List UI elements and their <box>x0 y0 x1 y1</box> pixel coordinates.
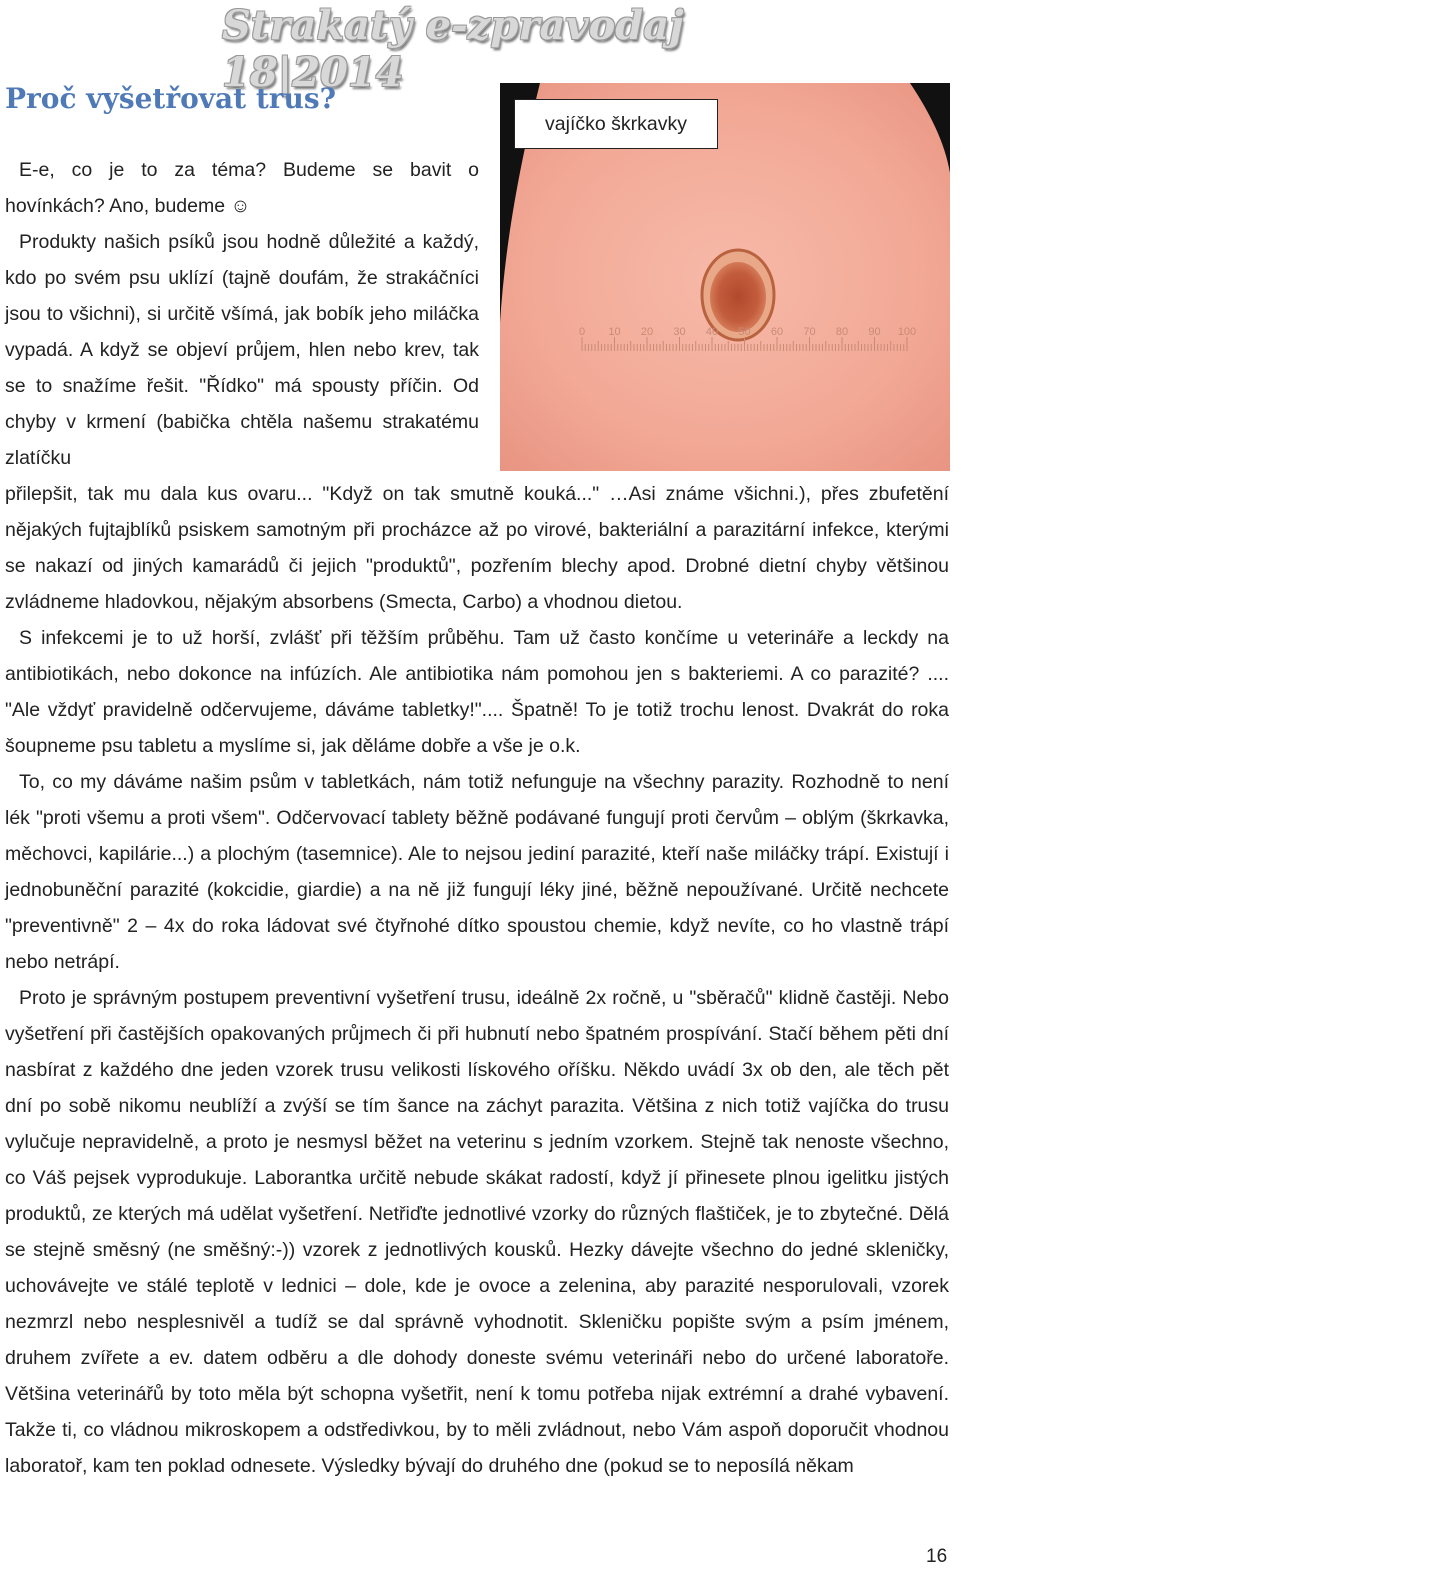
figure-caption: vajíčko škrkavky <box>514 99 718 149</box>
scale-label: 70 <box>803 326 816 338</box>
scale-label: 40 <box>705 326 719 338</box>
scale-label: 60 <box>770 326 784 338</box>
intro-paragraph: E-e, co je to za téma? Budeme se bavit o hovínkách? Ano, budeme ☺ <box>5 159 479 217</box>
egg-core <box>710 262 766 332</box>
scale-label: 10 <box>608 326 621 338</box>
scale-label: 90 <box>868 326 881 338</box>
paragraph-1-start: Produkty našich psíků jsou hodně důležité a každý, kdo po svém psu uklízí (tajně doufám, že strakáčníci jsou to všichni), si určitě všímá, jak bobík jeho miláčka vypadá. A když se objeví průjem, hlen nebo krev, tak se to snažíme řešit. "Řídko" má spousty příčin. Od chyby v krmení (babička chtěla našemu strakatému zlatíčku <box>5 231 479 469</box>
scale-label: 80 <box>835 326 849 338</box>
masthead: Strakatý e-zpravodaj 18|2014 <box>222 2 684 96</box>
scale-label: 30 <box>673 326 686 338</box>
scale-label: 50 <box>738 326 751 338</box>
paragraph-1-end: přilepšit, tak mu dala kus ovaru... "Když on tak smutně kouká..." …Asi známe všichni.), přes zbufetění nějakých fujtajblíků psiskem samotným při procházce až po virové, bakteriální a parazitární infekce, kterými se nakazí od jiných kamarádů či jejich "produktů", pozřením blechy apod. Drobné dietní chyby většinou zvládneme hladovkou, nějakým absorbens (Smecta, Carbo) a vhodnou dietou. <box>5 483 949 613</box>
scale-label: 0 <box>578 326 586 338</box>
vignette-right <box>910 83 950 173</box>
photo-credit: LeaWill <box>1413 535 1439 544</box>
article-title: Proč vyšetřovat trus? <box>5 82 337 115</box>
paragraph-4: Proto je správným postupem preventivní vyšetření trusu, ideálně 2x ročně, u "sběračů" klidně častěji. Nebo vyšetření při častějších opakovaných průjmech či při hubnutí nebo špatném prospívání. Stačí během pěti dní nasbírat z každého dne jeden vzorek trusu velikosti lískového oříšku. Někdo uvádí 3x ob den, ale těch pět dní po sobě nikomu neublíží a zvýší se tím šance na záchyt parazita. Většina z nich totiž vajíčka do trusu vylučuje nepravidelně, a proto je nesmysl běžet na veterinu s jedním vzorkem. Stejně tak nenoste všechno, co Váš pejsek vyprodukuje. Laborantka určitě nebude skákat radostí, když jí přinesete plnou igelitku jistých produktů, ze kterých má udělat vyšetření. Netřiďte jednotlivé vzorky do různých flaštiček, je to zbytečné. Dělá se stejně směsný (ne směšný:-)) vzorek z jednotlivých kousků. Hezky dávejte všechno do jedné skleničky, uchovávejte ve stálé teplotě v lednici – dole, kde je ovoce a zelenina, aby parazité nesporulovali, vzorek nezmrzl nebo nesplesnivěl a tudíž se dal správně vyhodnotit. Skleničku popište svým a psím jménem, druhem zvířete a ev. datem odběru a dle dohody doneste svému veterináři nebo do určené laboratoře. Většina veterinářů by toto měla být schopna vyšetřit, není k tomu potřeba nijak extrémní a drahé vybavení. Takže ti, co vládnou mikroskopem a odstředivkou, by to měli zvládnout, nebo Vám aspoň doporučit vhodnou laboratoř, kam ten poklad odnesete. Výsledky bývají do druhého dne (pokud se to neposílá někam <box>5 987 949 1477</box>
intro-column <box>5 152 479 476</box>
scale-label: 20 <box>640 326 654 338</box>
paragraph-3: To, co my dáváme našim psům v tabletkách, nám totiž nefunguje na všechny parazity. Rozhodně to není lék "proti všemu a proti všem". Odčervovací tablety běžně podávané fungují proti červům – oblým (škrkavka, měchovci, kapilárie...) a plochým (tasemnice). Ale to nejsou jediní parazité, kteří naše miláčky trápí. Existují i jednobuněční parazité (kokcidie, giardie) a na ně již fungují léky jiné, běžně nepoužívané. Určitě nechcete "preventivně" 2 – 4x do roka ládovat své čtyřnohé dítko spoustou chemie, když nevíte, co ho vlastně trápí nebo netrápí. <box>5 771 949 973</box>
page-number: 16 <box>926 1546 948 1567</box>
body-column <box>5 476 949 1484</box>
paragraph-2: S infekcemi je to už horší, zvlášť při těžším průběhu. Tam už často končíme u veterináře a leckdy na antibiotikách, nebo dokonce na infúzích. Ale antibiotika nám pomohou jen s bakteriemi. A co parazité? .... "Ale vždyť pravidelně odčervujeme, dáváme tabletky!".... Špatně! To je totiž trochu lenost. Dvakrát do roka šoupneme psu tabletu a myslíme si, jak děláme dobře a vše je o.k. <box>5 627 949 757</box>
scale-label: 100 <box>897 326 917 338</box>
